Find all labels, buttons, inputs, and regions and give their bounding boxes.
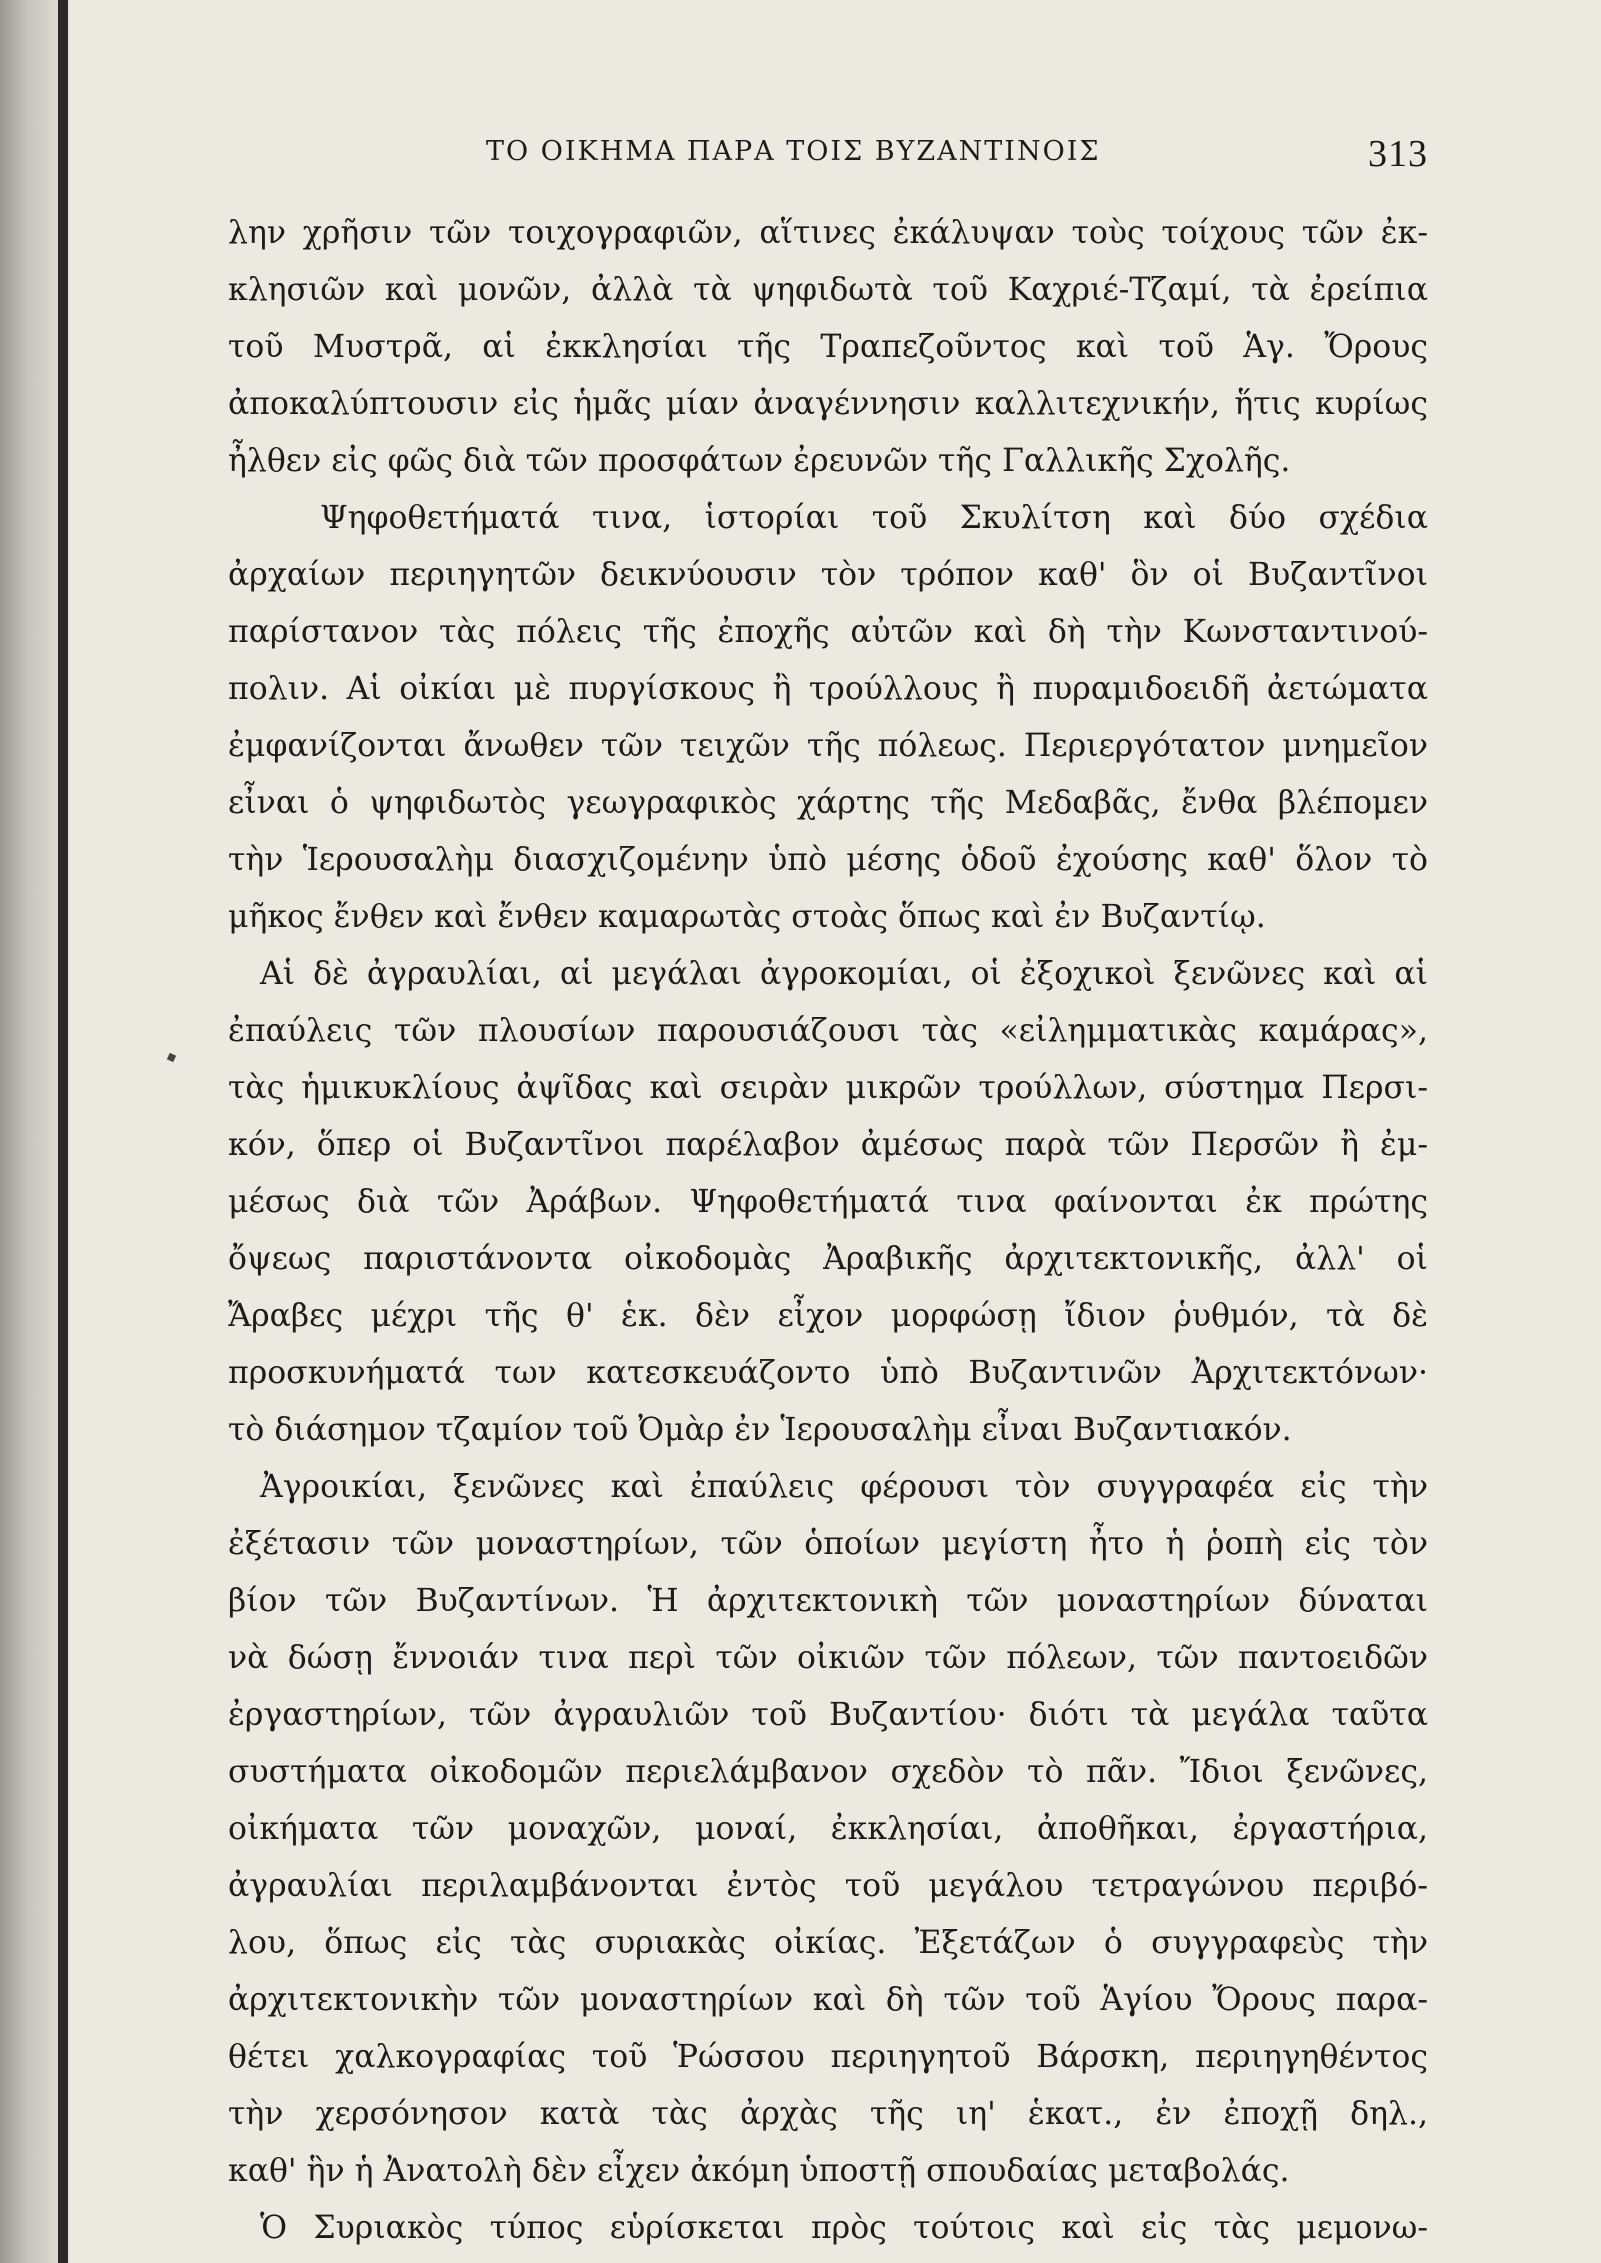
text-line: ἀρχαίων περιηγητῶν δεικνύουσιν τὸν τρόπον καθ' ὃν οἱ Βυζαντῖνοι bbox=[228, 557, 1428, 593]
text-line: τὴν χερσόνησον κατὰ τὰς ἀρχὰς τῆς ιη' ἑκατ., ἐν ἐποχῇ δηλ., bbox=[228, 2096, 1428, 2132]
text-line: μέσως διὰ τῶν Ἀράβων. Ψηφοθετήματά τινα φαίνονται ἐκ πρώτης bbox=[228, 1184, 1428, 1220]
text-line: τὴν Ἱερουσαλὴμ διασχιζομένην ὑπὸ μέσης ὁδοῦ ἐχούσης καθ' ὅλον τὸ bbox=[228, 842, 1428, 878]
text-line: Αἱ δὲ ἀγραυλίαι, αἱ μεγάλαι ἀγροκομίαι, οἱ ἐξοχικοὶ ξενῶνες καὶ αἱ bbox=[260, 956, 1428, 992]
text-line: προσκυνήματά των κατεσκευάζοντο ὑπὸ Βυζαντινῶν Ἀρχιτεκτόνων· bbox=[228, 1355, 1428, 1391]
text-line: ἀποκαλύπτουσιν εἰς ἡμᾶς μίαν ἀναγέννησιν καλλιτεχνικήν, ἥτις κυρίως bbox=[228, 386, 1428, 422]
text-line: Ἄραβες μέχρι τῆς θ' ἑκ. δὲν εἶχον μορφώσῃ ἴδιον ῥυθμόν, τὰ δὲ bbox=[228, 1298, 1428, 1334]
text-line: ἀγραυλίαι περιλαμβάνονται ἐντὸς τοῦ μεγάλου τετραγώνου περιβό- bbox=[228, 1868, 1428, 1904]
text-line: ἦλθεν εἰς φῶς διὰ τῶν προσφάτων ἐρευνῶν τῆς Γαλλικῆς Σχολῆς. bbox=[228, 443, 1291, 479]
text-line: οἰκήματα τῶν μοναχῶν, μοναί, ἐκκλησίαι, ἀποθῆκαι, ἐργαστήρια, bbox=[228, 1811, 1428, 1847]
text-line: βίον τῶν Βυζαντίνων. Ἡ ἀρχιτεκτονικὴ τῶν μοναστηρίων δύναται bbox=[228, 1583, 1428, 1619]
text-line: τὸ διάσημον τζαμίον τοῦ Ὀμὰρ ἐν Ἱερουσαλὴμ εἶναι Βυζαντιακόν. bbox=[228, 1412, 1292, 1448]
text-line: πολιν. Αἱ οἰκίαι μὲ πυργίσκους ἢ τρούλλους ἢ πυραμιδοειδῆ ἀετώματα bbox=[228, 671, 1428, 707]
text-line: κόν, ὅπερ οἱ Βυζαντῖνοι παρέλαβον ἀμέσως παρὰ τῶν Περσῶν ἢ ἐμ- bbox=[228, 1127, 1428, 1163]
text-line: εἶναι ὁ ψηφιδωτὸς γεωγραφικὸς χάρτης τῆς Μεδαβᾶς, ἔνθα βλέπομεν bbox=[228, 785, 1428, 821]
text-line: ἐμφανίζονται ἄνωθεν τῶν τειχῶν τῆς πόλεως. Περιεργότατον μνημεῖον bbox=[228, 728, 1428, 764]
page-number: 313 bbox=[1368, 133, 1428, 175]
text-line: ἐξέτασιν τῶν μοναστηρίων, τῶν ὁποίων μεγίστη ἦτο ἡ ῥοπὴ εἰς τὸν bbox=[228, 1526, 1428, 1562]
text-line: νὰ δώσῃ ἔννοιάν τινα περὶ τῶν οἰκιῶν τῶν πόλεων, τῶν παντοειδῶν bbox=[228, 1640, 1428, 1676]
text-line: καθ' ἣν ἡ Ἀνατολὴ δὲν εἶχεν ἀκόμη ὑποστῇ σπουδαίας μεταβολάς. bbox=[228, 2153, 1290, 2189]
running-head: ΤΟ ΟΙΚΗΜΑ ΠΑΡΑ ΤΟΙΣ ΒΥΖΑΝΤΙΝΟΙΣ bbox=[486, 136, 1101, 167]
text-line: λην χρῆσιν τῶν τοιχογραφιῶν, αἵτινες ἐκάλυψαν τοὺς τοίχους τῶν ἐκ- bbox=[228, 215, 1428, 251]
text-line: ἐπαύλεις τῶν πλουσίων παρουσιάζουσι τὰς «εἰλημματικὰς καμάρας», bbox=[228, 1013, 1428, 1049]
text-line: ἐργαστηρίων, τῶν ἀγραυλιῶν τοῦ Βυζαντίου· διότι τὰ μεγάλα ταῦτα bbox=[228, 1697, 1428, 1733]
text-line: παρίστανον τὰς πόλεις τῆς ἐποχῆς αὐτῶν καὶ δὴ τὴν Κωνσταντινού- bbox=[228, 614, 1428, 650]
text-line: θέτει χαλκογραφίας τοῦ Ῥώσσου περιηγητοῦ Βάρσκη, περιηγηθέντος bbox=[228, 2039, 1428, 2075]
text-line: Ψηφοθετήματά τινα, ἱστορίαι τοῦ Σκυλίτση καὶ δύο σχέδια bbox=[320, 500, 1428, 536]
page-header bbox=[228, 132, 1428, 192]
margin-mark bbox=[167, 1053, 176, 1062]
text-line: Ὁ Συριακὸς τύπος εὑρίσκεται πρὸς τούτοις καὶ εἰς τὰς μεμονω- bbox=[260, 2210, 1428, 2246]
text-line: ἀρχιτεκτονικὴν τῶν μοναστηρίων καὶ δὴ τῶν τοῦ Ἁγίου Ὄρους παρα- bbox=[228, 1982, 1428, 2018]
text-line: τὰς ἡμικυκλίους ἀψῖδας καὶ σειρὰν μικρῶν τρούλλων, σύστημα Περσι- bbox=[228, 1070, 1428, 1106]
binding-edge bbox=[58, 0, 68, 2263]
text-line: Ἀγροικίαι, ξενῶνες καὶ ἐπαύλεις φέρουσι τὸν συγγραφέα εἰς τὴν bbox=[260, 1469, 1428, 1505]
text-line: ὄψεως παριστάνοντα οἰκοδομὰς Ἀραβικῆς ἀρχιτεκτονικῆς, ἀλλ' οἱ bbox=[228, 1241, 1428, 1277]
text-line: κλησιῶν καὶ μονῶν, ἀλλὰ τὰ ψηφιδωτὰ τοῦ Καχριέ-Τζαμί, τὰ ἐρείπια bbox=[228, 272, 1428, 308]
text-line: μῆκος ἔνθεν καὶ ἔνθεν καμαρωτὰς στοὰς ὅπως καὶ ἐν Βυζαντίῳ. bbox=[228, 899, 1266, 935]
body-text bbox=[228, 205, 1428, 2257]
text-line: τοῦ Μυστρᾶ, αἱ ἐκκλησίαι τῆς Τραπεζοῦντος καὶ τοῦ Ἁγ. Ὄρους bbox=[228, 329, 1428, 365]
text-line: συστήματα οἰκοδομῶν περιελάμβανον σχεδὸν τὸ πᾶν. Ἴδιοι ξενῶνες, bbox=[228, 1754, 1428, 1790]
text-line: λου, ὅπως εἰς τὰς συριακὰς οἰκίας. Ἐξετάζων ὁ συγγραφεὺς τὴν bbox=[228, 1925, 1428, 1961]
